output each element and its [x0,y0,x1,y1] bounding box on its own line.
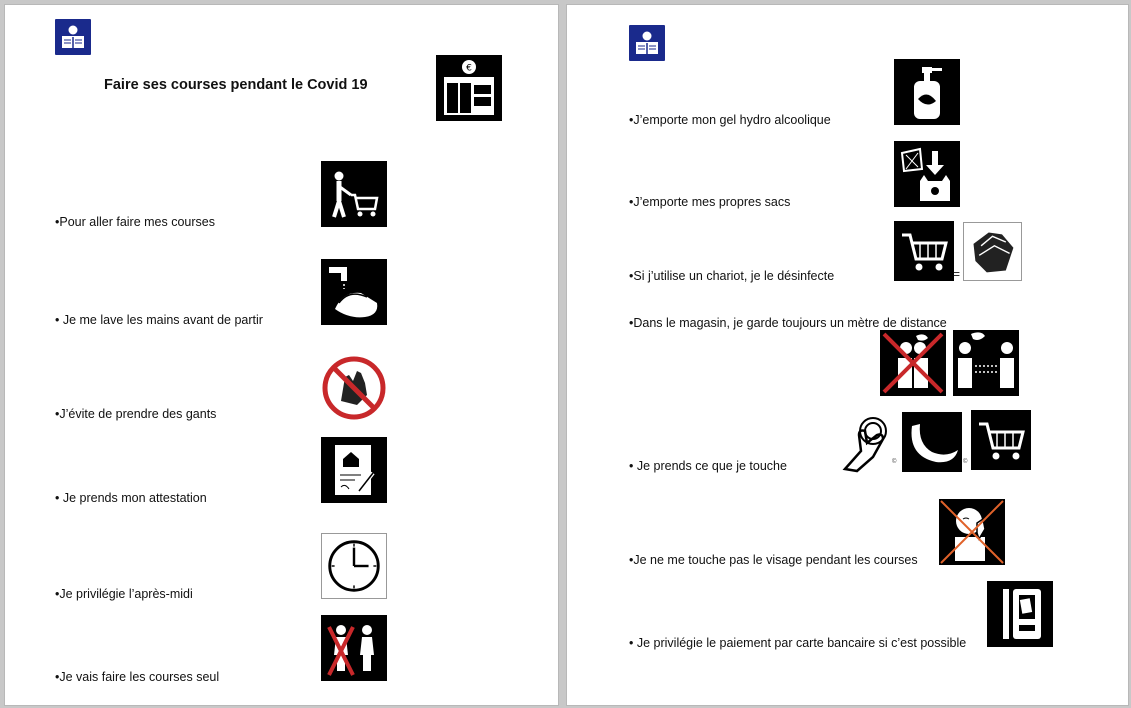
list-item: • Je prends mon attestation [55,491,207,505]
banana-icon [902,412,962,472]
list-item: •Je vais faire les courses seul [55,670,220,684]
easy-to-read-logo [55,19,91,55]
easy-to-read-logo [629,25,665,61]
touch-take-icon [971,410,1031,470]
list-item: • Je privilégie le paiement par carte bancaire si c’est possible [629,636,967,650]
list-item: •J’emporte mon gel hydro alcoolique [629,113,831,127]
alone-icon [321,615,387,681]
clock-icon [321,533,387,599]
cart-icon [894,221,954,281]
cart-disinfect-icon [963,222,1022,281]
list-item: •Si j’utilise un chariot, je le désinfecte [629,269,835,283]
list-item: • Je prends ce que je touche [629,459,787,473]
no-gloves-icon [321,355,387,421]
copyright-mark: © [963,459,968,465]
no-face-touch-icon [939,499,1005,565]
list-item: •Je ne me touche pas le visage pendant les courses [629,553,918,567]
list-item: • Je me lave les mains avant de partir [55,313,263,327]
card-payment-icon [987,581,1053,647]
shopping-bags-icon [894,141,960,207]
list-item: •Dans le magasin, je garde toujours un mètre de distance [629,316,947,330]
handwashing-icon [321,259,387,325]
page-title: Faire ses courses pendant le Covid 19 [104,77,368,93]
right-page [566,4,1129,706]
equals-sign: = [953,267,961,281]
distance-icon [953,330,1019,396]
finger-touch-icon [837,413,897,473]
left-page [4,4,559,706]
list-item: •Pour aller faire mes courses [55,215,215,229]
copyright-mark: © [892,459,897,465]
shop-front-icon [436,55,502,121]
no-close-contact-icon [880,330,946,396]
attestation-icon [321,437,387,503]
hand-gel-icon [894,59,960,125]
svg-text:€: € [466,63,472,74]
list-item: •Je privilégie l’après-midi [55,587,193,601]
list-item: •J’évite de prendre des gants [55,407,217,421]
shopper-cart-icon [321,161,387,227]
list-item: •J’emporte mes propres sacs [629,195,791,209]
